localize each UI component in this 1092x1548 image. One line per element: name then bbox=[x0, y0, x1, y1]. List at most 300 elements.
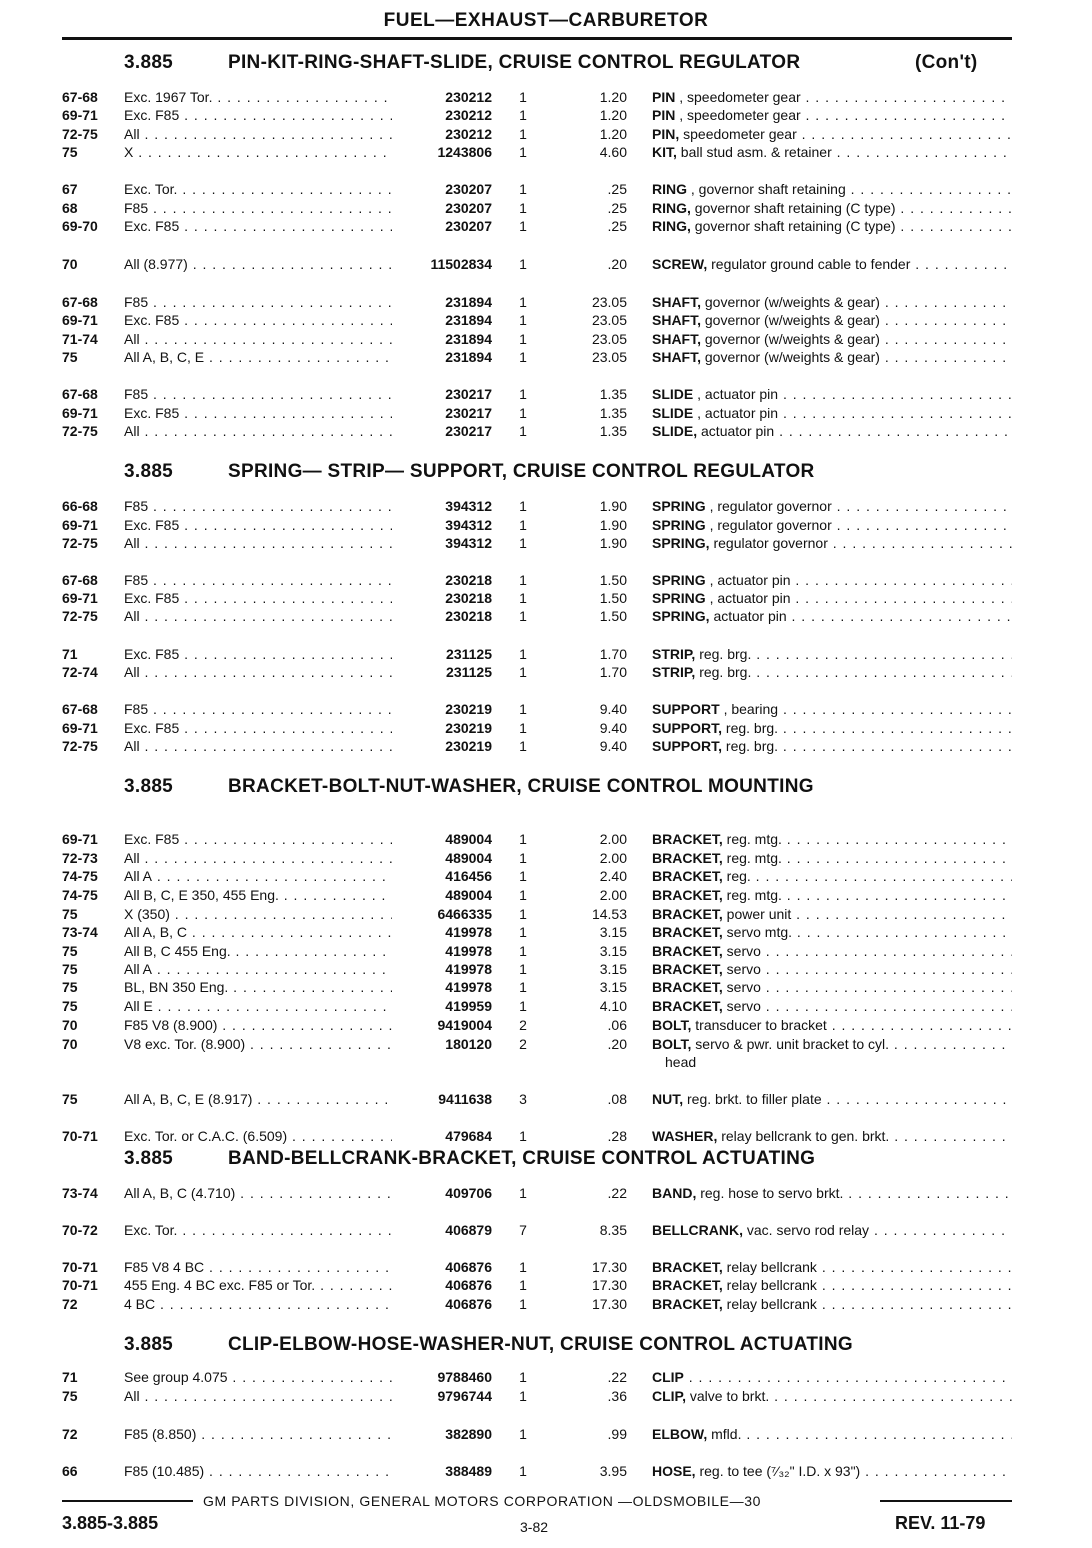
model-application: X . . . bbox=[124, 143, 392, 161]
price: 1.90 bbox=[599, 498, 627, 514]
price: 17.30 bbox=[591, 1296, 627, 1312]
part-name: ELBOW, bbox=[652, 1426, 708, 1442]
price: .08 bbox=[607, 1091, 627, 1107]
part-row bbox=[0, 311, 1092, 329]
price: 1.20 bbox=[599, 126, 627, 142]
price: 9.40 bbox=[599, 738, 627, 754]
model-years: 69-70 bbox=[62, 218, 98, 234]
model-years: 70-71 bbox=[62, 1277, 98, 1293]
model-application: Exc. F85 . . . bbox=[124, 404, 392, 422]
part-name: RING, bbox=[652, 218, 691, 234]
part-row bbox=[0, 404, 1092, 422]
part-detail: mfld. bbox=[707, 1426, 742, 1442]
price: 1.90 bbox=[599, 535, 627, 551]
part-description bbox=[652, 719, 1012, 737]
quantity: 1 bbox=[519, 312, 527, 328]
section-title: SPRING— STRIP— SUPPORT, CRUISE CONTROL REGULATOR bbox=[228, 461, 815, 482]
model-years: 67-68 bbox=[62, 294, 98, 310]
part-row bbox=[0, 88, 1092, 106]
part-number: 409706 bbox=[445, 1185, 492, 1201]
price: 1.35 bbox=[599, 405, 627, 421]
model-years: 66 bbox=[62, 1463, 78, 1479]
part-name: BRACKET, bbox=[652, 850, 723, 866]
part-name: NUT, bbox=[652, 1091, 684, 1107]
price: 1.50 bbox=[599, 590, 627, 606]
price: 3.95 bbox=[599, 1463, 627, 1479]
part-detail: , speedometer gear bbox=[675, 89, 801, 105]
part-detail: , regulator governor bbox=[705, 517, 832, 533]
price: .36 bbox=[607, 1388, 627, 1404]
price: 23.05 bbox=[591, 331, 627, 347]
part-row bbox=[0, 607, 1092, 625]
model-application: Exc. F85 . . . bbox=[124, 217, 392, 235]
model-years: 75 bbox=[62, 906, 78, 922]
section-continued: (Con't) bbox=[915, 52, 978, 73]
model-years: 75 bbox=[62, 1388, 78, 1404]
model-years: 72 bbox=[62, 1296, 78, 1312]
part-description bbox=[652, 923, 1012, 941]
price: 3.15 bbox=[599, 943, 627, 959]
part-description bbox=[652, 143, 1012, 161]
part-number: 11502834 bbox=[430, 256, 492, 272]
page-title: FUEL—EXHAUST—CARBURETOR bbox=[383, 10, 709, 31]
part-name: SCREW, bbox=[652, 256, 708, 272]
quantity: 1 bbox=[519, 1388, 527, 1404]
part-description bbox=[652, 385, 1012, 403]
model-application: F85 . . . bbox=[124, 385, 392, 403]
model-application: All . . . bbox=[124, 422, 392, 440]
part-name: CLIP, bbox=[652, 1388, 686, 1404]
part-detail: servo mtg. bbox=[722, 924, 793, 940]
model-application: 455 Eng. 4 BC exc. F85 or Tor. . . . bbox=[124, 1276, 392, 1294]
part-number: 406876 bbox=[445, 1277, 492, 1293]
quantity: 1 bbox=[519, 979, 527, 995]
quantity: 1 bbox=[519, 1185, 527, 1201]
part-name: SHAFT, bbox=[652, 331, 701, 347]
part-detail: , governor shaft retaining bbox=[687, 181, 846, 197]
model-years: 70 bbox=[62, 1036, 78, 1052]
part-detail: reg. bbox=[722, 868, 751, 884]
price: 3.15 bbox=[599, 924, 627, 940]
part-number: 230217 bbox=[445, 386, 492, 402]
section-header bbox=[0, 461, 1092, 485]
model-application: F85 V8 4 BC . . . bbox=[124, 1258, 392, 1276]
quantity: 1 bbox=[519, 89, 527, 105]
part-number: 394312 bbox=[445, 535, 492, 551]
part-row bbox=[0, 1221, 1092, 1239]
title-rule bbox=[62, 37, 1012, 40]
part-row bbox=[0, 293, 1092, 311]
quantity: 1 bbox=[519, 256, 527, 272]
part-row bbox=[0, 199, 1092, 217]
model-application: Exc. F85 . . . bbox=[124, 311, 392, 329]
part-description bbox=[652, 849, 1012, 867]
part-name: BRACKET, bbox=[652, 1259, 723, 1275]
part-number: 394312 bbox=[445, 517, 492, 533]
part-number: 419978 bbox=[445, 961, 492, 977]
model-years: 72-75 bbox=[62, 126, 98, 142]
footer-page-number: 3-82 bbox=[520, 1519, 549, 1535]
part-number: 9419004 bbox=[437, 1017, 492, 1033]
part-row bbox=[0, 942, 1092, 960]
section-number: 3.885 bbox=[124, 776, 174, 797]
part-row bbox=[0, 886, 1092, 904]
part-description bbox=[652, 106, 1012, 124]
price: 1.70 bbox=[599, 646, 627, 662]
part-row bbox=[0, 830, 1092, 848]
price: .20 bbox=[607, 1036, 627, 1052]
part-row bbox=[0, 1090, 1092, 1108]
part-number: 489004 bbox=[445, 887, 492, 903]
part-number: 419959 bbox=[445, 998, 492, 1014]
price: 9.40 bbox=[599, 720, 627, 736]
quantity: 1 bbox=[519, 107, 527, 123]
part-detail: transducer to bracket bbox=[691, 1017, 827, 1033]
part-row bbox=[0, 849, 1092, 867]
section-title: BRACKET-BOLT-NUT-WASHER, CRUISE CONTROL MOUNTING bbox=[228, 776, 814, 797]
part-detail: reg. to tee (⁷⁄₃₂" I.D. x 93") bbox=[695, 1463, 861, 1479]
part-row bbox=[0, 516, 1092, 534]
part-number: 1243806 bbox=[437, 144, 492, 160]
part-name: KIT, bbox=[652, 144, 677, 160]
part-number: 406876 bbox=[445, 1259, 492, 1275]
part-detail: governor (w/weights & gear) bbox=[701, 312, 880, 328]
model-application: Exc. Tor. . . . bbox=[124, 1221, 392, 1239]
model-application: All A . . . bbox=[124, 960, 392, 978]
quantity: 1 bbox=[519, 331, 527, 347]
model-years: 74-75 bbox=[62, 887, 98, 903]
part-detail: reg. mtg. bbox=[722, 850, 782, 866]
quantity: 1 bbox=[519, 720, 527, 736]
part-detail-continued: head bbox=[665, 1054, 697, 1070]
part-row bbox=[0, 1035, 1092, 1053]
part-name: SPRING bbox=[652, 590, 706, 606]
part-detail: reg. mtg. bbox=[722, 887, 782, 903]
section-header bbox=[0, 1334, 1092, 1358]
model-application: All A, B, C, E (8.917) . . . bbox=[124, 1090, 392, 1108]
part-name: BRACKET, bbox=[652, 1277, 723, 1293]
part-row bbox=[0, 737, 1092, 755]
section-header bbox=[0, 776, 1092, 800]
part-number: 489004 bbox=[445, 831, 492, 847]
part-number: 394312 bbox=[445, 498, 492, 514]
part-description bbox=[652, 1016, 1012, 1034]
quantity: 1 bbox=[519, 535, 527, 551]
part-row bbox=[0, 255, 1092, 273]
model-years: 70 bbox=[62, 1017, 78, 1033]
part-name: SPRING, bbox=[652, 535, 710, 551]
price: 2.00 bbox=[599, 887, 627, 903]
model-years: 69-71 bbox=[62, 405, 98, 421]
part-name: BRACKET, bbox=[652, 1296, 723, 1312]
model-years: 72-75 bbox=[62, 738, 98, 754]
part-number: 6466335 bbox=[437, 906, 492, 922]
part-row bbox=[0, 497, 1092, 515]
section-number: 3.885 bbox=[124, 1334, 174, 1355]
part-description bbox=[652, 404, 1012, 422]
part-detail: actuator pin bbox=[697, 423, 775, 439]
price: 1.20 bbox=[599, 107, 627, 123]
part-name: PIN bbox=[652, 89, 676, 105]
model-application: V8 exc. Tor. (8.900) . . . bbox=[124, 1035, 392, 1053]
quantity: 1 bbox=[519, 218, 527, 234]
price: .28 bbox=[607, 1128, 627, 1144]
part-description bbox=[652, 534, 1012, 552]
part-number: 406879 bbox=[445, 1222, 492, 1238]
part-description bbox=[652, 663, 1012, 681]
section-title: BAND-BELLCRANK-BRACKET, CRUISE CONTROL ACTUATING bbox=[228, 1148, 816, 1169]
model-years: 75 bbox=[62, 961, 78, 977]
part-detail: , regulator governor bbox=[705, 498, 832, 514]
quantity: 1 bbox=[519, 961, 527, 977]
part-description bbox=[652, 1127, 1012, 1145]
part-description bbox=[652, 830, 1012, 848]
model-years: 68 bbox=[62, 200, 78, 216]
part-description bbox=[652, 1425, 1012, 1443]
part-detail: ball stud asm. & retainer bbox=[676, 144, 832, 160]
model-years: 70-71 bbox=[62, 1259, 98, 1275]
part-name: SUPPORT bbox=[652, 701, 720, 717]
part-description bbox=[652, 516, 1012, 534]
price: .25 bbox=[607, 218, 627, 234]
model-years: 67 bbox=[62, 181, 78, 197]
part-number: 419978 bbox=[445, 943, 492, 959]
model-application: All A, B, C, E . . . bbox=[124, 348, 392, 366]
part-row bbox=[0, 700, 1092, 718]
price: .20 bbox=[607, 256, 627, 272]
part-number: 230207 bbox=[445, 218, 492, 234]
model-application: All . . . bbox=[124, 607, 392, 625]
part-detail: governor (w/weights & gear) bbox=[701, 294, 880, 310]
quantity: 1 bbox=[519, 1426, 527, 1442]
price: 1.90 bbox=[599, 517, 627, 533]
footer-rule-left bbox=[62, 1500, 193, 1502]
part-detail: regulator governor bbox=[709, 535, 828, 551]
part-row bbox=[0, 534, 1092, 552]
model-years: 72-75 bbox=[62, 423, 98, 439]
part-number: 489004 bbox=[445, 850, 492, 866]
model-application: F85 (8.850) . . . bbox=[124, 1425, 392, 1443]
part-number: 230217 bbox=[445, 405, 492, 421]
model-application: F85 . . . bbox=[124, 199, 392, 217]
model-application: All . . . bbox=[124, 330, 392, 348]
part-description bbox=[652, 1462, 1012, 1480]
part-number: 230207 bbox=[445, 181, 492, 197]
part-description bbox=[652, 1295, 1012, 1313]
part-detail: power unit bbox=[722, 906, 792, 922]
part-name: SUPPORT, bbox=[652, 720, 723, 736]
part-detail: servo & pwr. unit bracket to cyl. bbox=[691, 1036, 890, 1052]
part-description bbox=[652, 1258, 1012, 1276]
model-application: Exc. F85 . . . bbox=[124, 589, 392, 607]
part-number: 388489 bbox=[445, 1463, 492, 1479]
part-number: 230212 bbox=[445, 107, 492, 123]
footer-corporation: GM PARTS DIVISION, GENERAL MOTORS CORPORATION —OLDSMOBILE—30 bbox=[203, 1493, 761, 1509]
model-years: 71 bbox=[62, 646, 78, 662]
part-name: CLIP bbox=[652, 1369, 684, 1385]
model-application: F85 . . . bbox=[124, 571, 392, 589]
model-application: BL, BN 350 Eng. . . . bbox=[124, 978, 392, 996]
quantity: 1 bbox=[519, 1259, 527, 1275]
section-number: 3.885 bbox=[124, 1148, 174, 1169]
model-application: F85 . . . bbox=[124, 497, 392, 515]
part-name: STRIP, bbox=[652, 664, 696, 680]
part-row bbox=[0, 978, 1092, 996]
part-detail: speedometer gear bbox=[679, 126, 797, 142]
quantity: 1 bbox=[519, 646, 527, 662]
part-name: SUPPORT, bbox=[652, 738, 723, 754]
quantity: 1 bbox=[519, 1296, 527, 1312]
model-years: 75 bbox=[62, 998, 78, 1014]
part-name: BRACKET, bbox=[652, 868, 723, 884]
model-application: Exc. F85 . . . bbox=[124, 719, 392, 737]
footer-rule-right bbox=[880, 1500, 1012, 1502]
quantity: 1 bbox=[519, 200, 527, 216]
part-detail: regulator ground cable to fender bbox=[707, 256, 911, 272]
part-description bbox=[652, 1035, 1012, 1053]
quantity: 1 bbox=[519, 608, 527, 624]
part-number: 231125 bbox=[446, 664, 492, 680]
model-years: 75 bbox=[62, 144, 78, 160]
price: .06 bbox=[607, 1017, 627, 1033]
part-detail: governor shaft retaining (C type) bbox=[690, 218, 896, 234]
part-name: PIN bbox=[652, 107, 676, 123]
model-application: Exc. Tor. . . . bbox=[124, 180, 392, 198]
part-number: 230219 bbox=[445, 701, 492, 717]
part-name: SPRING bbox=[652, 517, 706, 533]
model-application: Exc. F85 . . . bbox=[124, 516, 392, 534]
model-years: 67-68 bbox=[62, 386, 98, 402]
model-years: 69-71 bbox=[62, 517, 98, 533]
part-name: SHAFT, bbox=[652, 312, 701, 328]
footer-revision: REV. 11-79 bbox=[895, 1513, 986, 1533]
price: 23.05 bbox=[591, 349, 627, 365]
price: 4.10 bbox=[599, 998, 627, 1014]
model-application: F85 . . . bbox=[124, 700, 392, 718]
part-row bbox=[0, 997, 1092, 1015]
part-row bbox=[0, 1016, 1092, 1034]
section-header bbox=[0, 52, 1092, 76]
price: .99 bbox=[607, 1426, 627, 1442]
part-name: BRACKET, bbox=[652, 979, 723, 995]
part-description bbox=[652, 255, 1012, 273]
part-row bbox=[0, 1368, 1092, 1386]
part-number: 230217 bbox=[445, 423, 492, 439]
part-detail: , actuator pin bbox=[705, 590, 791, 606]
part-description bbox=[652, 645, 1012, 663]
section-title: CLIP-ELBOW-HOSE-WASHER-NUT, CRUISE CONTROL ACTUATING bbox=[228, 1334, 853, 1355]
part-name: PIN, bbox=[652, 126, 680, 142]
model-years: 71 bbox=[62, 1369, 78, 1385]
part-detail: , actuator pin bbox=[693, 405, 779, 421]
model-years: 75 bbox=[62, 979, 78, 995]
quantity: 1 bbox=[519, 1277, 527, 1293]
part-number: 230212 bbox=[445, 89, 492, 105]
quantity: 1 bbox=[519, 590, 527, 606]
model-application: All B, C, E 350, 455 Eng. . . . bbox=[124, 886, 392, 904]
part-row bbox=[0, 1184, 1092, 1202]
model-application: All E . . . bbox=[124, 997, 392, 1015]
price: 8.35 bbox=[599, 1222, 627, 1238]
part-description bbox=[652, 978, 1012, 996]
part-name: SLIDE bbox=[652, 405, 694, 421]
model-years: 70-71 bbox=[62, 1128, 98, 1144]
model-years: 75 bbox=[62, 943, 78, 959]
part-name: SHAFT, bbox=[652, 294, 701, 310]
part-name: WASHER, bbox=[652, 1128, 718, 1144]
quantity: 2 bbox=[519, 1036, 527, 1052]
part-number: 231894 bbox=[445, 312, 492, 328]
quantity: 1 bbox=[519, 868, 527, 884]
part-number: 230218 bbox=[445, 572, 492, 588]
quantity: 1 bbox=[519, 349, 527, 365]
part-number: 231894 bbox=[445, 294, 492, 310]
quantity: 1 bbox=[519, 701, 527, 717]
model-years: 72-73 bbox=[62, 850, 98, 866]
model-years: 67-68 bbox=[62, 89, 98, 105]
part-name: STRIP, bbox=[652, 646, 696, 662]
part-row bbox=[0, 645, 1092, 663]
section-header bbox=[0, 1148, 1092, 1172]
part-number: 230218 bbox=[445, 608, 492, 624]
model-application: F85 . . . bbox=[124, 293, 392, 311]
quantity: 1 bbox=[519, 998, 527, 1014]
part-description bbox=[652, 1387, 1012, 1405]
part-detail: reg. brg. bbox=[695, 646, 752, 662]
model-application: Exc. F85 . . . bbox=[124, 106, 392, 124]
part-detail: , speedometer gear bbox=[675, 107, 801, 123]
quantity: 1 bbox=[519, 386, 527, 402]
part-row bbox=[0, 422, 1092, 440]
part-number: 479684 bbox=[445, 1128, 492, 1144]
part-description bbox=[652, 422, 1012, 440]
part-detail: vac. servo rod relay bbox=[743, 1222, 870, 1238]
part-name: BOLT, bbox=[652, 1036, 692, 1052]
part-description bbox=[652, 886, 1012, 904]
part-row bbox=[0, 923, 1092, 941]
part-name: SLIDE, bbox=[652, 423, 698, 439]
part-description bbox=[652, 125, 1012, 143]
part-description bbox=[652, 905, 1012, 923]
part-row bbox=[0, 867, 1092, 885]
part-detail: servo bbox=[722, 943, 761, 959]
part-row bbox=[0, 589, 1092, 607]
part-detail: relay bellcrank bbox=[722, 1277, 817, 1293]
part-detail: reg. brg. bbox=[722, 720, 779, 736]
price: 1.20 bbox=[599, 89, 627, 105]
part-detail: servo bbox=[722, 961, 761, 977]
part-name: SPRING, bbox=[652, 608, 710, 624]
part-number: 230212 bbox=[445, 126, 492, 142]
part-row bbox=[0, 960, 1092, 978]
part-description bbox=[652, 88, 1012, 106]
part-row bbox=[0, 348, 1092, 366]
model-application: All A, B, C . . . bbox=[124, 923, 392, 941]
model-years: 72-74 bbox=[62, 664, 98, 680]
part-row bbox=[0, 1276, 1092, 1294]
model-application: All (8.977) . . . bbox=[124, 255, 392, 273]
quantity: 1 bbox=[519, 850, 527, 866]
model-years: 69-71 bbox=[62, 720, 98, 736]
part-detail: servo bbox=[722, 979, 761, 995]
part-description bbox=[652, 199, 1012, 217]
price: 1.50 bbox=[599, 572, 627, 588]
quantity: 1 bbox=[519, 517, 527, 533]
part-description bbox=[652, 997, 1012, 1015]
part-number: 419978 bbox=[445, 924, 492, 940]
model-application: All B, C 455 Eng. . . . bbox=[124, 942, 392, 960]
price: 17.30 bbox=[591, 1259, 627, 1275]
